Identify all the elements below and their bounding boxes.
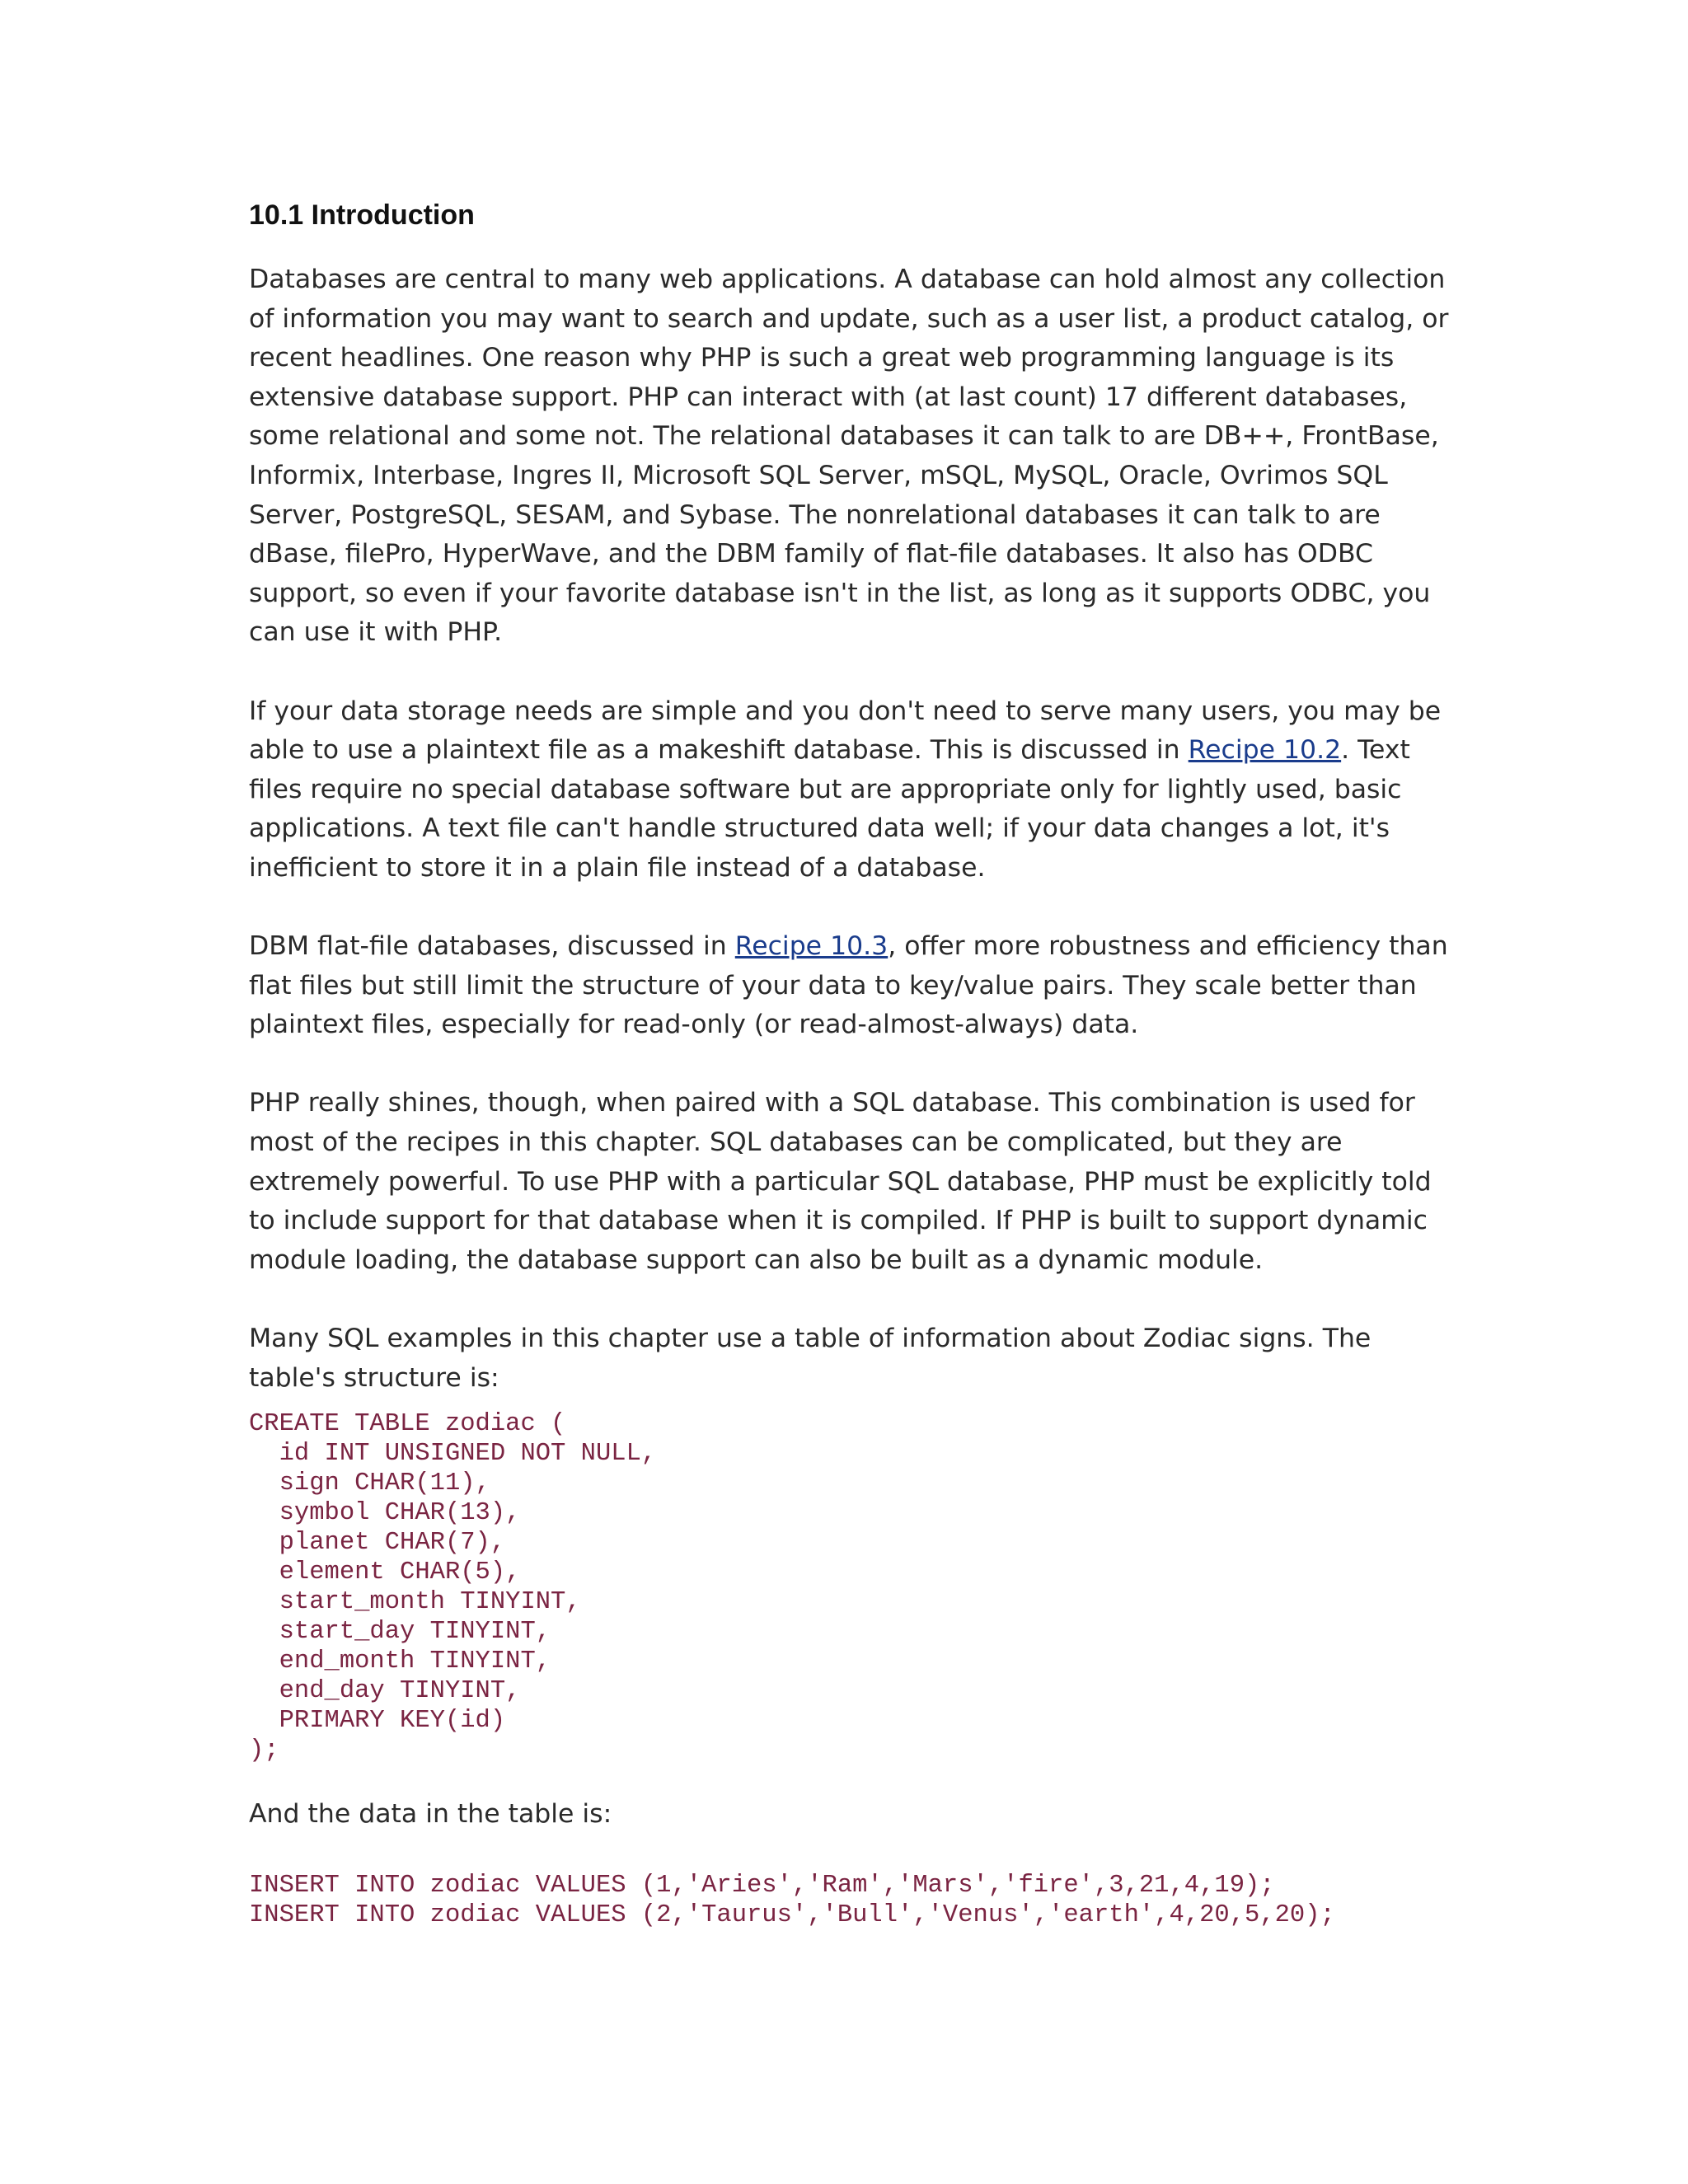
table-data-paragraph: And the data in the table is: [249,1799,612,1830]
create-table-code-block: CREATE TABLE zodiac ( id INT UNSIGNED NOT NULL, sign CHAR(11), symbol CHAR(13), planet CHAR(7), element CHAR(5), start_month TINYINT, start_day TINYINT, end_month TINYINT, end_day TINYINT, PRIMARY KEY(id) ); [249,1410,657,1765]
recipe-10-3-link[interactable]: Recipe 10.3 [734,931,889,962]
insert-statements-code-block: INSERT INTO zodiac VALUES (1,'Aries','Ram','Mars','fire',3,21,4,19); INSERT INTO zodiac VALUES (2,'Taurus','Bull','Venus','earth',4,20,5,20); [249,1871,1335,1929]
intro-paragraph: Databases are central to many web applications. A database can hold almost any collection of information you may want to search and update, such as a user list, a product catalog, or recent headlines. One reason why PHP is such a great web programming language is its extensive database support. PHP can interact with (at last count) 17 different databases, some relational and some not. The relational databases it can talk to are DB++, FrontBase, Informix, Interbase, Ingres II, Microsoft SQL Server, mSQL, MySQL, Oracle, Ovrimos SQL Server, PostgreSQL, SESAM, and Sybase. The nonrelational databases it can talk to are dBase, filePro, HyperWave, and the DBM family of flat-file databases. It also has ODBC support, so even if your favorite database isn't in the list, as long as it supports ODBC, you can use it with PHP. [249,265,1449,648]
plaintext-paragraph-text-before: If your data storage needs are simple and you don't need to serve many users, you may be able to use a plaintext file as a makeshift database. This is discussed in [249,696,1442,766]
dbm-paragraph-text-after: , offer more robustness and efficiency than flat files but still limit the structure of your data to key/value pairs. They scale better than plaintext files, especially for read-only (or read-almost-always) data. [249,931,1448,1040]
document-page [249,194,1452,1930]
plaintext-paragraph [249,692,1452,888]
section-heading: 10.1 Introduction [249,199,475,231]
dbm-paragraph [249,927,1452,1045]
dbm-paragraph-text-before: DBM flat-file databases, discussed in [249,931,735,962]
plaintext-paragraph-text-after: . Text files require no special database software but are appropriate only for lightly used, basic applications. A text file can't handle structured data well; if your data changes a lot, it's inefficient to store it in a plain file instead of a database. [249,735,1410,883]
sql-paragraph: PHP really shines, though, when paired with a SQL database. This combination is used for most of the recipes in this chapter. SQL databases can be complicated, but they are extremely powerful. To use PHP with a particular SQL database, PHP must be explicitly told to include support for that database when it is compiled. If PHP is built to support dynamic module loading, the database support can also be built as a dynamic module. [249,1088,1432,1275]
recipe-10-2-link[interactable]: Recipe 10.2 [1188,735,1342,766]
zodiac-structure-paragraph: Many SQL examples in this chapter use a table of information about Zodiac signs. The table's structure is: [249,1324,1372,1393]
